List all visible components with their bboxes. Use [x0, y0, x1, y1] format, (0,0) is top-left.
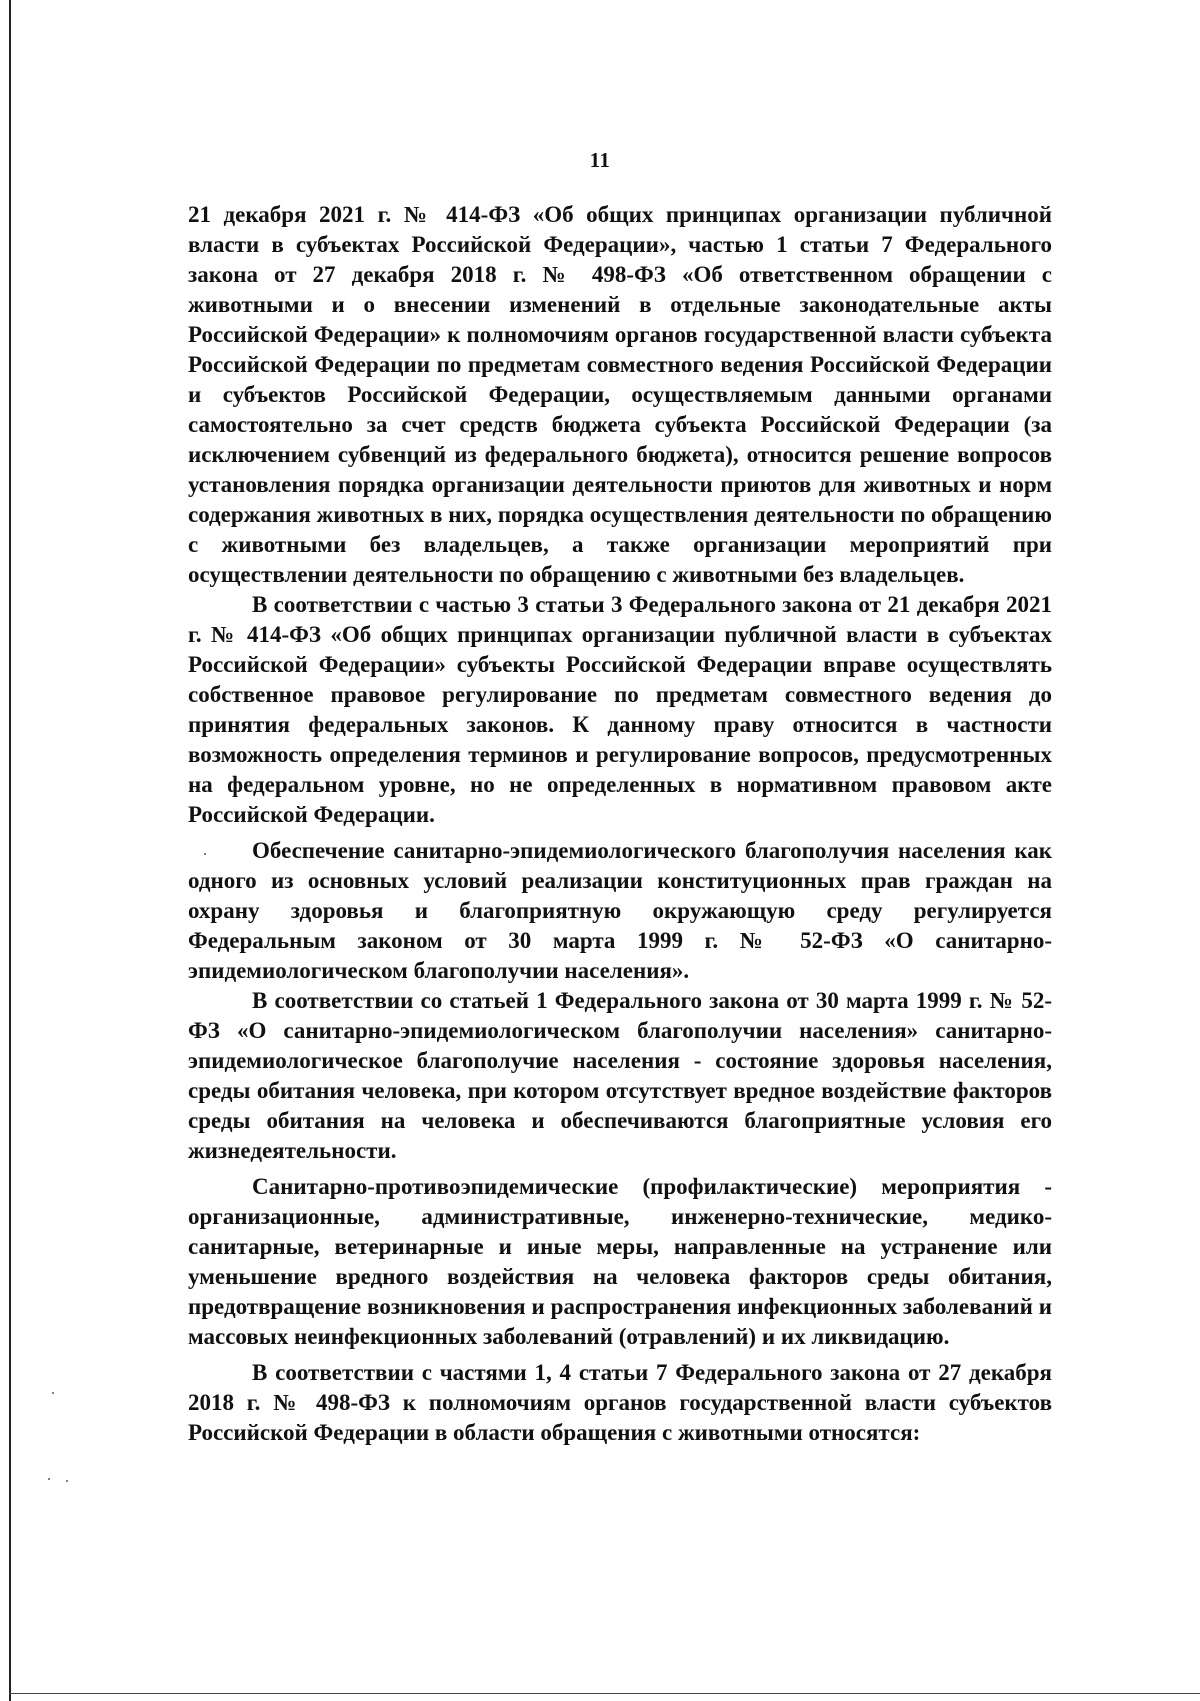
document-body — [188, 200, 1052, 1448]
scan-speck — [66, 1480, 68, 1482]
paragraph-regulation-right: В соответствии с частью 3 статьи 3 Федерального закона от 21 декабря 2021 г. № 414-ФЗ «Об общих принципах организации публичной власти в субъектах Российской Федерации» субъекты Российской Федерации вправе осуществлять собственное правовое регулирование по предметам совместного ведения до принятия федеральных законов. К данному праву относится в частности возможность определения терминов и регулирование вопросов, предусмотренных на федеральном уровне, но не определенных в нормативном правовом акте Российской Федерации. — [188, 592, 1052, 827]
scan-speck — [48, 1478, 50, 1480]
paragraph-welfare-definition: В соответствии со статьей 1 Федерального закона от 30 марта 1999 г. № 52-ФЗ «О санитарно-эпидемиологическом благополучии населения» санитарно-эпидемиологическое благополучие населения - состояние здоровья населения, среды обитания человека, при котором отсутствует вредное воздействие факторов среды обитания на человека и обеспечиваются благоприятные условия его жизнедеятельности. — [188, 988, 1052, 1163]
paragraph-continuation: 21 декабря 2021 г. № 414-ФЗ «Об общих принципах организации публичной власти в субъектах Российской Федерации», частью 1 статьи 7 Федерального закона от 27 декабря 2018 г. № 498-ФЗ «Об ответственном обращении с животными и о внесении изменений в отдельные законодательные акты Российской Федерации» к полномочиям органов государственной власти субъекта Российской Федерации по предметам совместного ведения Российской Федерации и субъектов Российской Федерации, осуществляемым данными органами самостоятельно за счет средств бюджета субъекта Российской Федерации (за исключением субвенций из федерального бюджета), относится решение вопросов установления порядка организации деятельности приютов для животных и норм содержания животных в них, порядка осуществления деятельности по обращению с животными без владельцев, а также организации мероприятий при осуществлении деятельности по обращению с животными без владельцев. — [188, 202, 1052, 587]
paragraph-sanitary-welfare: Обеспечение санитарно-эпидемиологического благополучия населения как одного из основных условий реализации конституционных прав граждан на охрану здоровья и благоприятную окружающую среду регулируется Федеральным законом от 30 марта 1999 г. № 52-ФЗ «О санитарно-эпидемиологическом благополучии населения». — [188, 838, 1052, 983]
scan-left-edge — [9, 0, 11, 1701]
scan-bottom-edge — [9, 1693, 1200, 1694]
page-number: 11 — [589, 148, 611, 172]
paragraph-authority-powers: В соответствии с частями 1, 4 статьи 7 Федерального закона от 27 декабря 2018 г. № 498-ФЗ к полномочиям органов государственной власти субъектов Российской Федерации в области обращения с животными относятся: — [188, 1360, 1052, 1445]
paragraph-measures-definition: Санитарно-противоэпидемические (профилактические) мероприятия - организационные, административные, инженерно-технические, медико-санитарные, ветеринарные и иные меры, направленные на устранение или уменьшение вредного воздействия на человека факторов среды обитания, предотвращение возникновения и распространения инфекционных заболеваний и массовых неинфекционных заболеваний (отравлений) и их ликвидацию. — [188, 1174, 1052, 1349]
scan-speck — [52, 1392, 54, 1394]
